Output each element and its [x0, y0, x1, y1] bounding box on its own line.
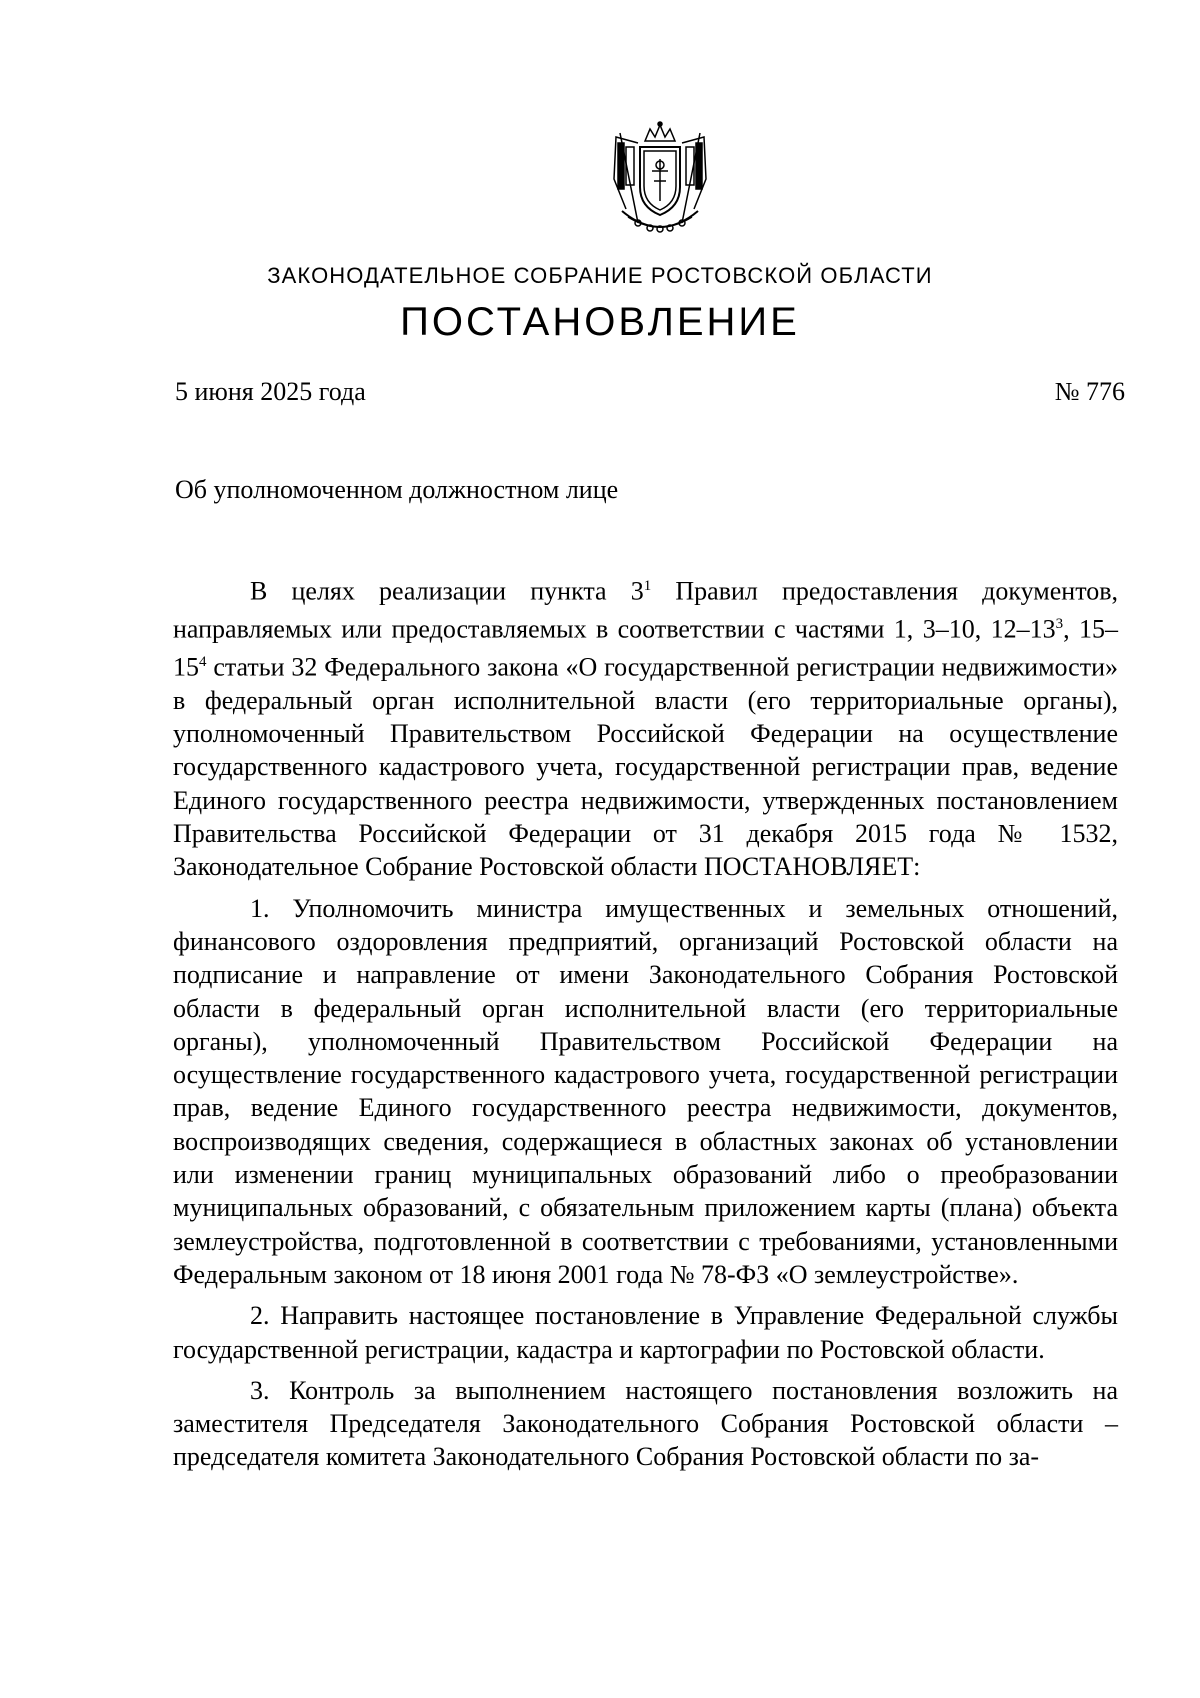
coat-of-arms-icon — [598, 119, 722, 243]
document-date: 5 июня 2025 года — [175, 377, 366, 406]
document-type-title: ПОСТАНОВЛЕНИЕ — [400, 300, 800, 344]
document-subject: Об уполномоченном должностном лице — [175, 475, 619, 504]
document-body — [173, 570, 1118, 1474]
organization-name: ЗАКОНОДАТЕЛЬНОЕ СОБРАНИЕ РОСТОВСКОЙ ОБЛАСТИ — [267, 263, 933, 288]
list-item: 2. Направить настоящее постановление в Управление Федеральной службы государственной регистрации, кадастра и картографии по Ростовской области. — [173, 1301, 1118, 1364]
document-number: № 776 — [1054, 377, 1125, 406]
list-item: 3. Контроль за выполнением настоящего постановления возложить на заместителя Председателя Законодательного Собрания Ростовской области – председателя комитета Законодательного Собрания Ростовской области по за- — [173, 1375, 1118, 1472]
preamble-paragraph: В целях реализации пункта $3^1$ Правил предоставления документов, направляемых или предоставляемых в соответствии с частями 1, 3–10, $12-13^3$, $15-15^4$ статьи 32 Федерального закона «О государственной регистрации недвижимости» в федеральный орган исполнительной власти (его территориальные органы), уполномоченный Правительством Российской Федерации на осуществление государственного кадастрового учета, государственной регистрации прав, ведение Единого государственного реестра недвижимости, утвержденных постановлением Правительства Российской Федерации от 31 декабря 2015 года № 1532, Законодательное Собрание Ростовской области ПОСТАНОВЛЯЕТ: — [173, 576, 1118, 882]
list-item: 1. Уполномочить министра имущественных и земельных отношений, финансового оздоровления предприятий, организаций Ростовской области на подписание и направление от имени Законодательного Собрания Ростовской области в федеральный орган исполнительной власти (его территориальные органы), уполномоченный Правительством Российской Федерации на осуществление государственного кадастрового учета, государственной регистрации прав, ведение Единого государственного реестра недвижимости, документов, воспроизводящих сведения, содержащиеся в областных законах об установлении или изменении границ муниципальных образований либо о преобразовании муниципальных образований, с обязательным приложением карты (плана) объекта землеустройства, подготовленной в соответствии с требованиями, установленными Федеральным законом от 18 июня 2001 года № 78-ФЗ «О землеустройстве». — [173, 893, 1118, 1289]
